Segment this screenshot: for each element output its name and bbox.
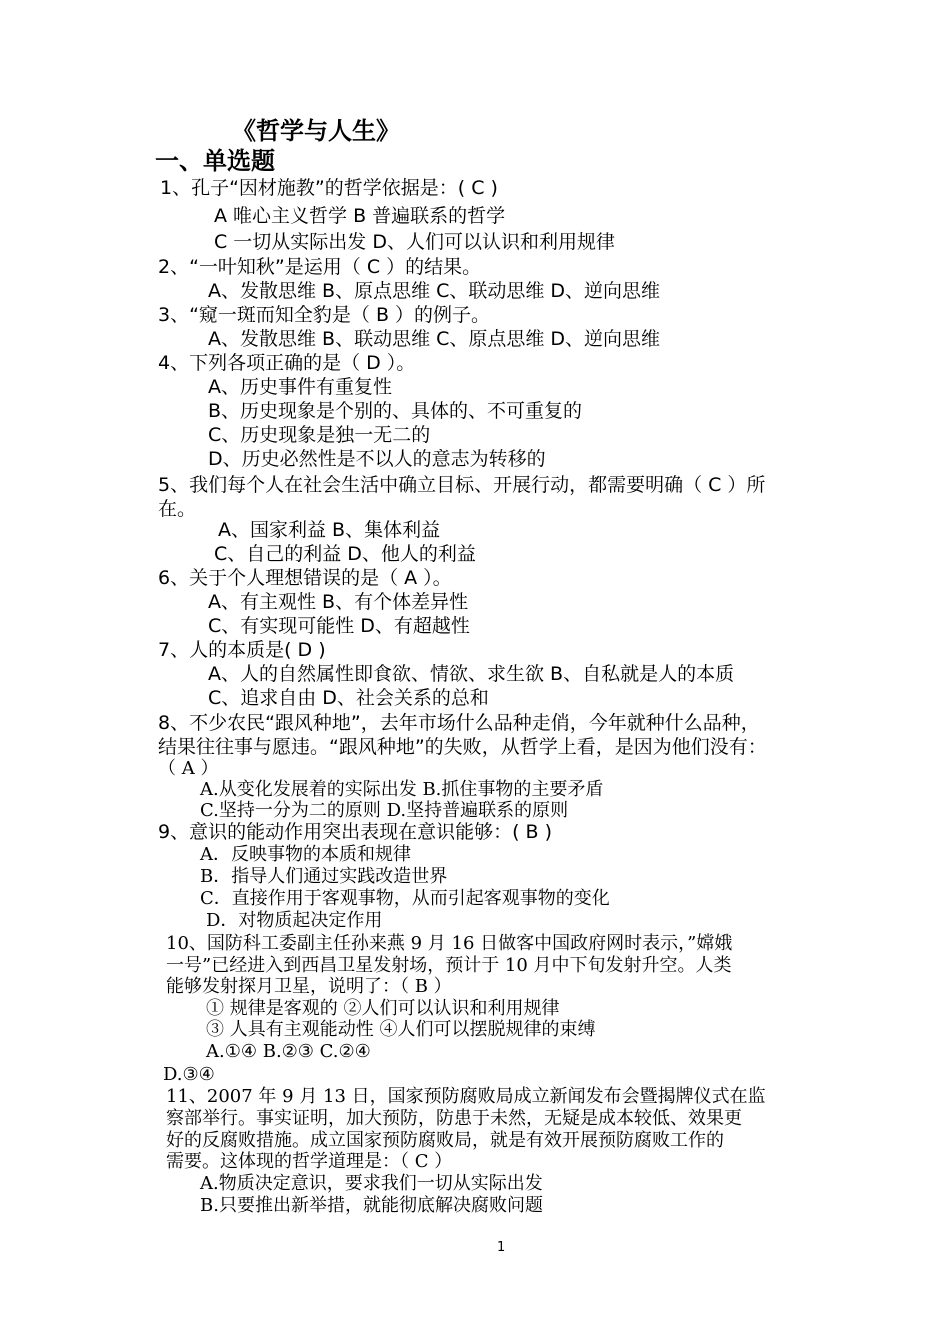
q11-option-a: A.物质决定意识，要求我们一切从实际出发 (200, 1173, 543, 1194)
section-heading: 一、单选题 (155, 147, 275, 175)
q9-stem: 9、意识的能动作用突出表现在意识能够：( B ) (158, 821, 553, 843)
q4-stem: 4、下列各项正确的是（ D ）。 (158, 352, 416, 374)
q4-option-a: A、历史事件有重复性 (208, 376, 392, 398)
q9-option-b: B．指导人们通过实践改造世界 (200, 866, 448, 887)
q3-options: A、发散思维 B、联动思维 C、原点思维 D、逆向思维 (208, 328, 661, 350)
q8-options-ab: A.从变化发展着的实际出发 B.抓住事物的主要矛盾 (200, 779, 604, 800)
q7-options-cd: C、追求自由 D、社会关系的总和 (208, 687, 489, 709)
q1-options-cd: C 一切从实际出发 D、人们可以认识和利用规律 (214, 231, 615, 253)
q5-options-ab: A、国家利益 B、集体利益 (218, 519, 441, 541)
q10-stem-line1: 10、国防科工委副主任孙来燕 9 月 16 日做客中国政府网时表示，”嫦娥 (166, 933, 733, 954)
q10-stem-line2: 一号”已经进入到西昌卫星发射场，预计于 10 月中下旬发射升空。人类 (166, 955, 732, 976)
q7-options-ab: A、人的自然属性即食欲、情欲、求生欲 B、自私就是人的本质 (208, 663, 735, 685)
q10-option-d: D.③④ (163, 1064, 215, 1085)
q9-option-d: D．对物质起决定作用 (206, 910, 383, 931)
q5-stem-line2: 在。 (158, 498, 197, 520)
q2-stem: 2、“一叶知秋”是运用（ C ）的结果。 (158, 256, 482, 278)
q10-statements-12: ① 规律是客观的 ②人们可以认识和利用规律 (206, 998, 560, 1019)
q1-stem: 1、孔子“因材施教”的哲学依据是：( C ) (160, 177, 498, 199)
q6-options-ab: A、有主观性 B、有个体差异性 (208, 591, 469, 613)
q5-options-cd: C、自己的利益 D、他人的利益 (214, 543, 476, 565)
q7-stem: 7、人的本质是( D ) (158, 639, 326, 661)
q8-stem-line2: 结果往往事与愿违。“跟风种地”的失败，从哲学上看，是因为他们没有： (158, 736, 767, 758)
q9-option-a: A．反映事物的本质和规律 (200, 844, 411, 865)
q8-answer: （ A ） (158, 758, 219, 779)
q4-option-b: B、历史现象是个别的、具体的、不可重复的 (208, 400, 583, 422)
q10-statements-34: ③ 人具有主观能动性 ④人们可以摆脱规律的束缚 (206, 1019, 596, 1040)
q9-option-c: C．直接作用于客观事物，从而引起客观事物的变化 (200, 888, 610, 909)
q11-stem-line4: 需要。这体现的哲学道理是：（ C ） (166, 1151, 453, 1172)
q8-stem-line1: 8、不少农民“跟风种地”，去年市场什么品种走俏，今年就种什么品种， (158, 712, 760, 734)
q10-stem-line3: 能够发射探月卫星，说明了：（ B ） (166, 976, 452, 997)
page-number: 1 (497, 1240, 506, 1255)
q1-options-ab: A 唯心主义哲学 B 普遍联系的哲学 (214, 205, 506, 227)
q4-option-d: D、历史必然性是不以人的意志为转移的 (208, 448, 546, 470)
q8-options-cd: C.坚持一分为二的原则 D.坚持普遍联系的原则 (200, 800, 569, 821)
document-title: 《哲学与人生》 (232, 117, 400, 145)
q6-stem: 6、关于个人理想错误的是（ A ）。 (158, 567, 452, 589)
q2-options: A、发散思维 B、原点思维 C、联动思维 D、逆向思维 (208, 280, 661, 302)
q10-options-abc: A.①④ B.②③ C.②④ (206, 1041, 371, 1062)
q11-stem-line3: 好的反腐败措施。成立国家预防腐败局，就是有效开展预防腐败工作的 (166, 1130, 724, 1151)
q3-stem: 3、“窥一斑而知全豹是（ B ）的例子。 (158, 304, 491, 326)
q4-option-c: C、历史现象是独一无二的 (208, 424, 431, 446)
q5-stem-line1: 5、我们每个人在社会生活中确立目标、开展行动，都需要明确（ C ）所 (158, 474, 766, 496)
q11-option-b: B.只要推出新举措，就能彻底解决腐败问题 (200, 1195, 543, 1216)
q11-stem-line2: 察部举行。事实证明，加大预防，防患于未然，无疑是成本较低、效果更 (166, 1108, 742, 1129)
q6-options-cd: C、有实现可能性 D、有超越性 (208, 615, 470, 637)
q11-stem-line1: 11、2007 年 9 月 13 日，国家预防腐败局成立新闻发布会暨揭牌仪式在监 (166, 1086, 766, 1107)
